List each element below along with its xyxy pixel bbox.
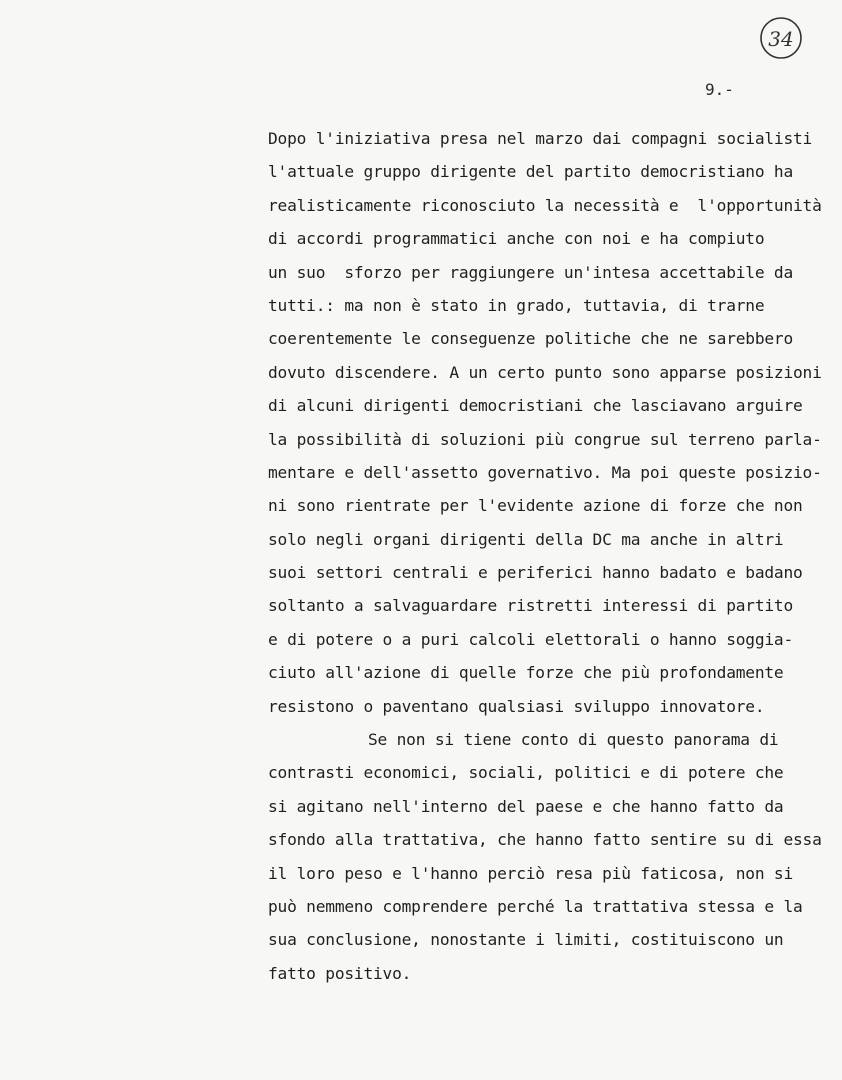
text-line: ciuto all'azione di quelle forze che più profondamente [268,663,784,683]
text-line: dovuto discendere. A un certo punto sono apparse posizioni [268,362,822,382]
text-line: di accordi programmatici anche con noi e ha compiuto [268,229,765,249]
text-line: di alcuni dirigenti democristiani che lasciavano arguire [268,396,803,416]
text-line: un suo sforzo per raggiungere un'intesa accettabile da [268,262,794,282]
text-line: fatto positivo. [268,963,412,983]
text-line: il loro peso e l'hanno perciò resa più faticosa, non si [268,863,794,883]
text-line: si agitano nell'interno del paese e che hanno fatto da [268,796,784,816]
text-line: coerentemente le conseguenze politiche che ne sarebbero [268,329,794,349]
text-line: tutti.: ma non è stato in grado, tuttavia, di trarne [268,295,765,315]
text-line: solo negli organi dirigenti della DC ma anche in altri [268,529,784,549]
folio-stamp [756,14,806,64]
text-line: realisticamente riconosciuto la necessità e l'opportunità [268,195,822,215]
text-line-paragraph-start: Se non si tiene conto di questo panorama di [368,730,779,750]
typed-body-text [268,122,840,990]
page-number: 9.- [705,80,734,99]
text-line: contrasti economici, sociali, politici e di potere che [268,763,784,783]
text-line: mentare e dell'assetto governativo. Ma poi queste posizio- [268,462,822,482]
circled-folio-mark [756,14,806,64]
text-line: suoi settori centrali e periferici hanno badato e badano [268,563,803,583]
text-line: resistono o paventano qualsiasi sviluppo innovatore. [268,696,765,716]
folio-number: 34 [768,27,794,51]
text-line: può nemmeno comprendere perché la trattativa stessa e la [268,896,803,916]
text-line: la possibilità di soluzioni più congrue sul terreno parla- [268,429,822,449]
text-line: sua conclusione, nonostante i limiti, costituiscono un [268,930,784,950]
text-line: ni sono rientrate per l'evidente azione di forze che non [268,496,803,516]
text-line: l'attuale gruppo dirigente del partito democristiano ha [268,162,794,182]
text-line: Dopo l'iniziativa presa nel marzo dai compagni socialisti [268,129,813,148]
text-line: soltanto a salvaguardare ristretti interessi di partito [268,596,794,616]
text-line: e di potere o a puri calcoli elettorali o hanno soggia- [268,629,794,649]
text-line: sfondo alla trattativa, che hanno fatto sentire su di essa [268,830,822,850]
